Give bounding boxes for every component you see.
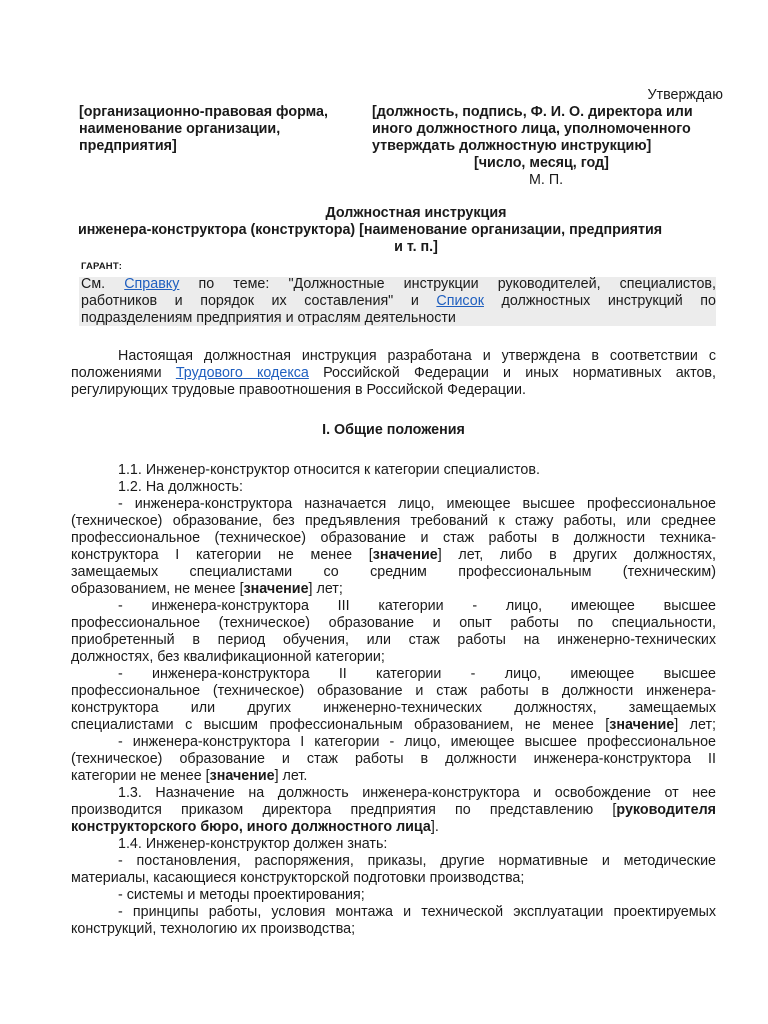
org-line: предприятия]: [79, 138, 177, 154]
bullet-line: профессиональное (техническое) образование и стаж работы в должности инженера-: [71, 683, 716, 699]
org-line: наименование организации,: [79, 121, 281, 137]
section-body: [71, 462, 716, 938]
approve-word: Утверждаю: [647, 87, 723, 103]
bullet-line: конструкций, технологию их производства;: [71, 921, 356, 937]
clause-1-3-line: конструкторского бюро, иного должностного лица].: [71, 819, 439, 835]
intro-paragraph: Настоящая должностная инструкция разработана и утверждена в соответствии с положениями Трудового кодекса Российской Федерации и иных нормативных актов, регулирующих трудовые правоотношения в Российской Федерации.: [71, 348, 716, 398]
reference-link[interactable]: Справку: [124, 276, 180, 292]
section-heading: I. Общие положения: [322, 422, 465, 438]
bullet-line: должностях, без квалификационной категории;: [71, 649, 385, 665]
bullet-line: конструктора или других инженерно-технических должностях, замещаемых: [71, 700, 716, 716]
bullet-line: приобретенный в период обучения, или стаж работы на инженерно-технических: [71, 632, 716, 648]
bullet-line: - принципы работы, условия монтажа и технической эксплуатации проектируемых: [118, 904, 716, 920]
list-link[interactable]: Список: [436, 293, 484, 309]
labor-code-link[interactable]: Трудового кодекса: [175, 365, 309, 381]
doc-subtitle-end: и т. п.]: [394, 239, 438, 255]
clause-1-1: 1.1. Инженер-конструктор относится к категории специалистов.: [118, 462, 540, 478]
garant-label: ГАРАНТ:: [81, 261, 123, 272]
bullet-line: - системы и методы проектирования;: [118, 887, 365, 903]
bullet-line: (техническое) образование, без предъявления требований к стажу работы, или среднее: [71, 513, 716, 529]
bullet-line: - инженера-конструктора назначается лицо, имеющее высшее профессиональное: [118, 496, 716, 512]
bullet-line: - инженера-конструктора III категории - лицо, имеющее высшее: [118, 598, 716, 614]
clause-1-3: 1.3. Назначение на должность инженера-конструктора и освобождение от нее: [118, 785, 716, 801]
bullet-line: образованием, не менее [значение] лет;: [71, 581, 343, 597]
org-line: [организационно-правовая форма,: [79, 104, 328, 120]
clause-1-2: 1.2. На должность:: [118, 479, 243, 495]
approver-line: [должность, подпись, Ф. И. О. директора или: [372, 104, 693, 120]
bullet-line: категории не менее [значение] лет.: [71, 768, 308, 784]
approver-line: утверждать должностную инструкцию]: [372, 138, 652, 154]
bullet-line: профессиональное (техническое) образование и опыт работы по специальности,: [71, 615, 716, 631]
bullet-line: профессиональное (техническое) образование и стаж работы в должности техника-: [71, 530, 716, 546]
approver-line: иного должностного лица, уполномоченного: [372, 121, 691, 137]
bullet-line: материалы, касающиеся конструкторской подготовки производства;: [71, 870, 525, 886]
garant-note-line: См. Справку по теме: "Должностные инструкции руководителей, специалистов,: [81, 276, 716, 292]
bullet-line: (техническое) образование и стаж работы в должности инженера-конструктора II: [71, 751, 716, 767]
bullet-line: специалистами с высшим профессиональным образованием, не менее [значение] лет;: [71, 717, 716, 733]
date-field: [число, месяц, год]: [474, 155, 609, 171]
garant-note: [81, 276, 716, 327]
garant-note-line: работников и порядок их составления" и Список должностных инструкций по: [81, 293, 717, 309]
bullet-line: - постановления, распоряжения, приказы, другие нормативные и методические: [118, 853, 716, 869]
garant-note-line: подразделениям предприятия и отраслям деятельности: [81, 310, 456, 326]
bullet-line: - инженера-конструктора II категории - лицо, имеющее высшее: [118, 666, 716, 682]
doc-title: Должностная инструкция: [325, 205, 507, 221]
approver-bracket: [372, 104, 722, 155]
doc-subtitle: инженера-конструктора (конструктора) [наименование организации, предприятия: [78, 222, 663, 238]
organization-bracket: [79, 104, 369, 155]
clause-1-4: 1.4. Инженер-конструктор должен знать:: [118, 836, 388, 852]
clause-1-3-line: производится приказом директора предприятия по представлению [руководителя: [71, 802, 716, 818]
bullet-line: замещаемых специалистами со средним профессиональным (техническим): [71, 564, 716, 580]
bullet-line: - инженера-конструктора I категории - лицо, имеющее высшее профессиональное: [118, 734, 716, 750]
seal-mark: М. П.: [529, 172, 564, 188]
bullet-line: конструктора I категории не менее [значение] лет, либо в других должностях,: [71, 547, 716, 563]
